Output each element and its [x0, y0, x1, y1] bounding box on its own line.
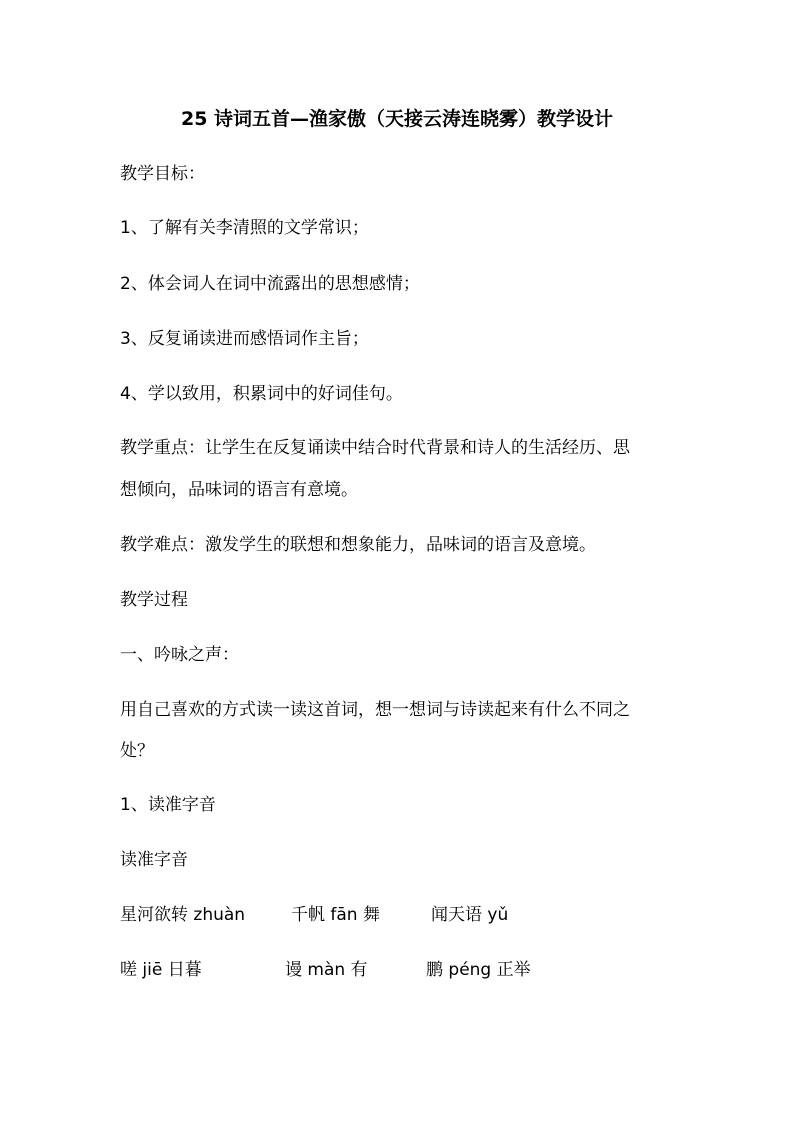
section-one-heading: 一、吟咏之声：: [120, 645, 239, 665]
difficulty-text: 教学难点：激发学生的联想和想象能力，品味词的语言及意境。: [120, 535, 596, 555]
objective-item-1: 1、了解有关李清照的文学常识；: [120, 218, 369, 238]
objective-item-4: 4、学以致用，积累词中的好词佳句。: [120, 384, 403, 404]
pronunciation-item: 嗟 jiē 日暮: [120, 960, 202, 980]
pronunciation-item: 星河欲转 zhuàn: [120, 905, 246, 925]
pronunciation-item: 闻天语 yǔ: [431, 905, 509, 925]
pronunciation-item: 千帆 fān 舞: [291, 905, 380, 925]
pronunciation-item: 鹏 péng 正举: [426, 960, 531, 980]
document-title: 25 诗词五首—渔家傲（天接云涛连晓雾）教学设计: [180, 108, 614, 130]
instruction-line-1: 用自己喜欢的方式读一读这首词，想一想词与诗读起来有什么不同之: [120, 700, 630, 720]
step-one-heading: 1、读准字音: [120, 795, 216, 815]
key-point-line-2: 想倾向，品味词的语言有意境。: [120, 480, 358, 500]
process-heading: 教学过程: [120, 590, 188, 610]
key-point-line-1: 教学重点：让学生在反复诵读中结合时代背景和诗人的生活经历、思: [120, 438, 630, 458]
pronunciation-item: 谩 màn 有: [285, 960, 368, 980]
pronunciation-subheading: 读准字音: [120, 850, 188, 870]
objectives-heading: 教学目标：: [120, 164, 205, 184]
objective-item-2: 2、体会词人在词中流露出的思想感情；: [120, 274, 420, 294]
instruction-line-2: 处？: [120, 741, 154, 761]
objective-item-3: 3、反复诵读进而感悟词作主旨；: [120, 329, 369, 349]
